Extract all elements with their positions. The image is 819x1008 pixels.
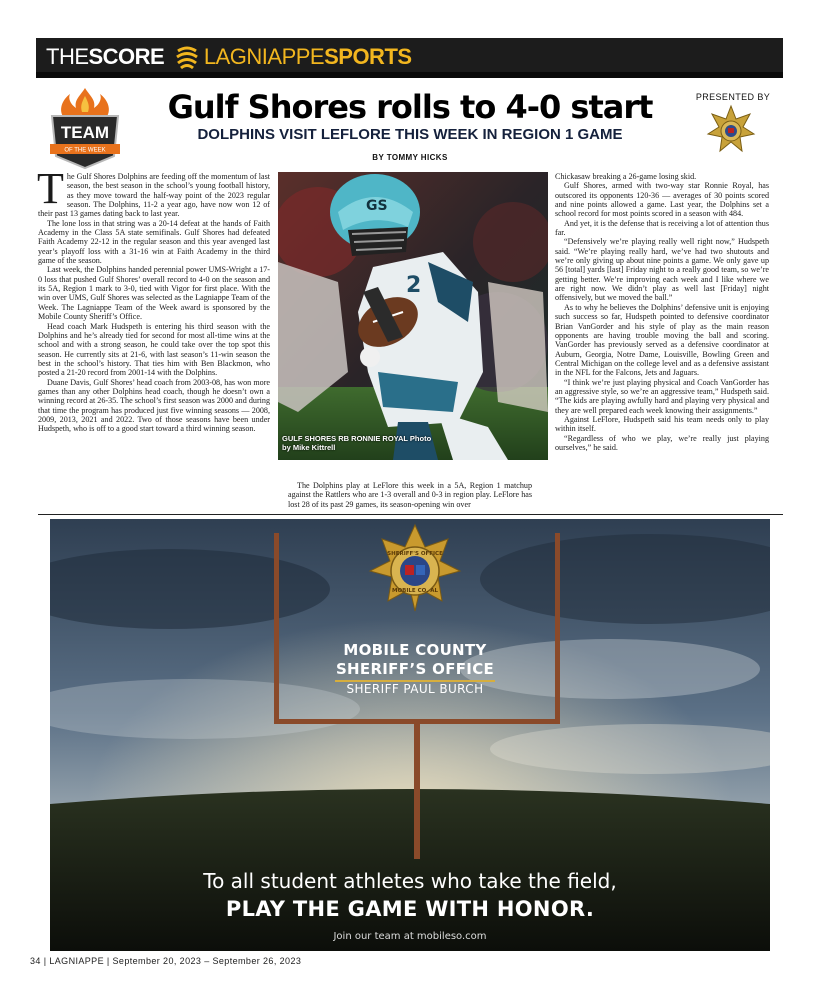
ad-org-line2: SHERIFF’S OFFICE <box>335 660 495 678</box>
article-headline: Gulf Shores rolls to 4-0 start <box>167 88 653 126</box>
article-column-2 <box>288 481 532 509</box>
badge-bottom-text: MOBILE CO. AL <box>392 588 438 594</box>
paragraph: Last week, the Dolphins handed perennial power UMS-Wright a 17-0 loss that pushed Gulf Shores’ overall record to 4-0 on the season and its 5A, Region 1 mark to 3-0, tied with Vigor for first place. With the win over UMS, Gulf Shores was selected as the Lagniappe Team of the Week. The Lagniappe Team of the Week award is sponsored by the Mobile County Sheriff’s Office. <box>38 265 270 322</box>
paragraph: The lone loss in that string was a 20-14 defeat at the hands of Faith Academy in the Class 5A state semifinals. Gulf Shores had defeated Faith Academy 22-12 in the regular season and this year avenged last year’s playoff loss with a 31-16 win at Faith Academy in the third game of the season. <box>38 218 270 266</box>
paragraph: Gulf Shores, armed with two-way star Ronnie Royal, has outscored its opponents 120-36 — averages of 30 points scored and nine points allowed a game. Last year, the Dolphins set a school record for most points scored in a season with 484. <box>555 181 769 219</box>
article-subhead: DOLPHINS VISIT LEFLORE THIS WEEK IN REGION 1 GAME <box>197 126 623 143</box>
paragraph: And yet, it is the defense that is receiving a lot of attention thus far. <box>555 218 769 238</box>
paragraph: Chickasaw breaking a 26-game losing skid. <box>555 172 697 181</box>
brand-lagniappe: LAGNIAPPE <box>203 44 325 69</box>
brand-sports: SPORTS <box>324 44 412 69</box>
paragraph: Against LeFlore, Hudspeth said his team needs only to play within itself. <box>555 414 769 434</box>
page-number: 34 <box>30 956 41 966</box>
paragraph: “Defensively we’re playing really well right now,” Hudspeth said. “We’re playing really hard, we’ve had two shutouts and we’re only giving up about nine points a game. We only gave up 56 [total] yards [last] Friday night to a really good team, so we’re getting better. We’re improving each week and I like where we are right now. We didn’t play as well last [Friday] night offensively, but we moved the ball.” <box>555 237 769 303</box>
badge-team-text: TEAM <box>60 123 110 142</box>
game-action-photo <box>278 172 548 460</box>
photo-caption-line2: by Mike Kittrell <box>282 443 336 452</box>
issue-dates: September 20, 2023 – September 26, 2023 <box>112 956 302 966</box>
paragraph: “I think we’re just playing physical and Coach VanGorder has an aggressive style, so we’re an aggressive team,” Hudspeth said. “The kids are playing awfully hard and playing very physical and they are well prepared each week knowing their assignments.” <box>555 377 769 415</box>
section-brand <box>46 44 412 71</box>
section-header-bar <box>36 38 783 78</box>
ad-org-line1: MOBILE COUNTY <box>343 641 487 659</box>
badge-top-text: SHERIFF'S OFFICE <box>387 551 443 557</box>
paragraph: Duane Davis, Gulf Shores’ head coach from 2003-08, has won more games than any other Dolphins head coach, though he doesn’t own a winning record at 26-35. The school’s first season was 2000 and during that time the program has produced just five winning seasons — 2008, 2009, 2013, 2021 and 2022. Two of those seasons have been under Hudspeth, who is off to a good start toward a third winning season. <box>38 377 270 434</box>
brand-score: SCORE <box>88 44 165 69</box>
publication-name: LAGNIAPPE <box>49 956 104 966</box>
brand-the: THE <box>46 44 89 69</box>
paragraph: “Regardless of who we play, we’re really just playing ourselves,” he said. <box>555 433 769 452</box>
swoosh-logo-icon <box>174 45 200 71</box>
ad-tagline: To all student athletes who take the field, <box>203 869 617 893</box>
drop-cap: T <box>37 164 64 213</box>
paragraph: Head coach Mark Hudspeth is entering his third season with the Dolphins and he’s already tied for second for most all-time wins at the school and with a strong season, he could take over the top spot this season. He currently sits at 21-6, with last season’s 11-win season the best in the school’s history. That ties him with Ben Blackmon, who posted a 21-20 record from 2001-14 with the Dolphins. <box>38 321 270 378</box>
ad-sheriff-name: SHERIFF PAUL BURCH <box>346 682 484 696</box>
paragraph: The Dolphins play at LeFlore this week in a 5A, Region 1 matchup against the Rattlers who are 1-3 overall and 0-3 in region play. LeFlore has lost 28 of its past 29 games, its season-opening win over <box>288 481 532 509</box>
article-byline: BY TOMMY HICKS <box>372 153 448 162</box>
article-column-1 <box>37 164 270 434</box>
ad-headline: PLAY THE GAME WITH HONOR. <box>225 897 595 921</box>
presented-by-label: PRESENTED BY <box>695 92 771 102</box>
helmet-logo-text: GS <box>366 198 388 214</box>
section-divider <box>38 514 783 515</box>
article-column-3 <box>555 172 769 452</box>
photo-caption <box>282 434 431 452</box>
jersey-number-text: 2 <box>406 273 422 298</box>
sheriff-advertisement <box>50 519 770 951</box>
page-footer: 34 | LAGNIAPPE | September 20, 2023 – September 26, 2023 <box>30 956 302 966</box>
badge-subtitle-text: OF THE WEEK <box>64 147 106 154</box>
ad-website[interactable]: Join our team at mobileso.com <box>333 931 487 942</box>
team-of-the-week-badge <box>44 86 126 170</box>
paragraph: As to why he believes the Dolphins’ defensive unit is enjoying such success so far, Hudspeth pointed to defensive coordinator Brian VanGorder and his style of play as the main reason opponents are having trouble moving the ball and scoring. VanGorder has previously served as a defensive coordinator at Auburn, Georgia, Notre Dame, Louisville, Bowling Green and Central Michigan on the college level and as a defensive assistant in the NFL for the Falcons, Jets and Jaguars. <box>555 302 769 378</box>
paragraph: he Gulf Shores Dolphins are feeding off the momentum of last season, the best season in the school’s young football history, as they move toward the half-way point of the 2023 regular season. The Dolphins, 11-2 a year ago, have now won 12 of their past 13 games dating back to last year. <box>38 172 270 219</box>
sheriff-star-icon <box>706 104 756 158</box>
photo-caption-line1: GULF SHORES RB RONNIE ROYAL Photo <box>282 434 432 443</box>
